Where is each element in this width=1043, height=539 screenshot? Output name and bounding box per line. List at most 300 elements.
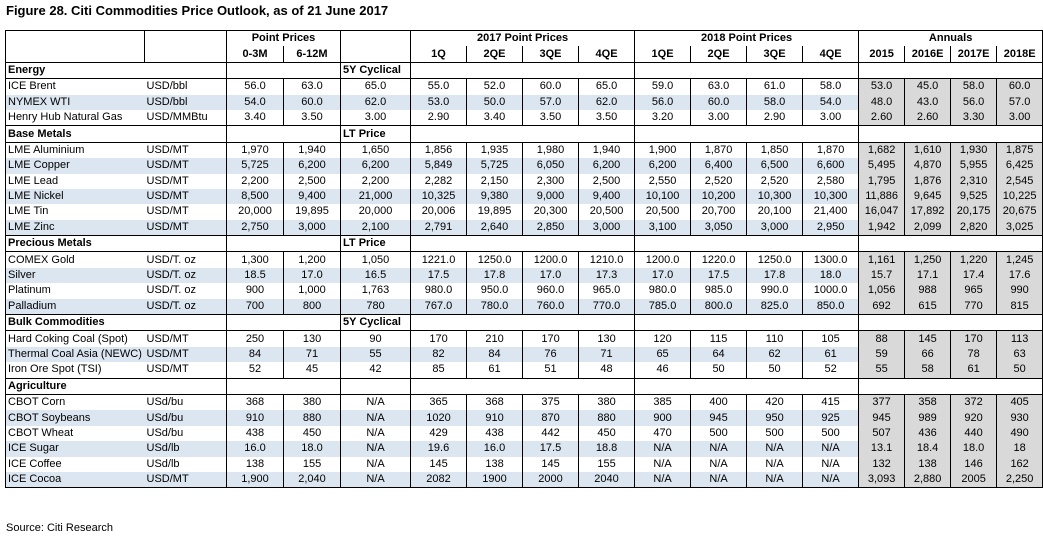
table-cell: 1250.0 (747, 252, 803, 268)
table-cell: 1250.0 (467, 252, 523, 268)
table-cell: 2,200 (227, 174, 284, 189)
commodity-name: LME Nickel (6, 189, 145, 204)
annual-cell: 18.4 (905, 441, 951, 456)
source-note: Source: Citi Research (6, 522, 113, 534)
header-row-columns (6, 46, 1043, 62)
unit-cell: USD/bbl (145, 95, 227, 110)
annual-cell: 1,245 (997, 252, 1043, 268)
table-cell: 2,580 (803, 174, 859, 189)
table-cell: 18.0 (284, 441, 341, 456)
table-cell: 3.00 (341, 110, 411, 126)
table-cell: 130 (579, 331, 635, 347)
table-cell: 9,400 (579, 189, 635, 204)
table-cell: 6,600 (803, 158, 859, 173)
unit-cell: USD/MT (145, 204, 227, 219)
table-cell: 62.0 (579, 95, 635, 110)
unit-cell: USD/MT (145, 158, 227, 173)
annual-cell: 1,161 (859, 252, 905, 268)
table-cell: 21,000 (341, 189, 411, 204)
annual-cell: 3,093 (859, 472, 905, 488)
table-cell: 1,970 (227, 142, 284, 158)
table-cell: 61 (803, 347, 859, 362)
col-header: 3QE (747, 46, 803, 62)
table-cell: 6,200 (579, 158, 635, 173)
section-note: LT Price (341, 126, 411, 142)
table-cell: N/A (803, 472, 859, 488)
table-row (6, 441, 1043, 456)
annual-cell: 2,250 (997, 472, 1043, 488)
table-cell: 84 (467, 347, 523, 362)
table-cell: 2,150 (467, 174, 523, 189)
figure-title: Figure 28. Citi Commodities Price Outlook, as of 21 June 2017 (6, 3, 389, 18)
table-cell: N/A (635, 457, 691, 472)
table-cell: N/A (691, 457, 747, 472)
table-cell: N/A (691, 441, 747, 456)
table-cell: 20,500 (579, 204, 635, 219)
commodity-name: Henry Hub Natural Gas (6, 110, 145, 126)
table-cell: 3,000 (284, 220, 341, 236)
table-cell: 82 (411, 347, 467, 362)
annual-cell: 88 (859, 331, 905, 347)
commodity-name: CBOT Corn (6, 394, 145, 410)
table-cell: 850.0 (803, 299, 859, 315)
table-cell: 2,950 (803, 220, 859, 236)
commodity-name: Hard Coking Coal (Spot) (6, 331, 145, 347)
table-cell: N/A (635, 472, 691, 488)
annual-cell: 66 (905, 347, 951, 362)
table-cell: 780.0 (467, 299, 523, 315)
annual-cell: 2.60 (859, 110, 905, 126)
table-cell: 1,050 (341, 252, 411, 268)
table-cell: 980.0 (411, 283, 467, 298)
unit-cell: USD/T. oz (145, 299, 227, 315)
table-cell: 985.0 (691, 283, 747, 298)
commodity-name: Silver (6, 268, 145, 283)
table-row (6, 95, 1043, 110)
annual-cell: 2,545 (997, 174, 1043, 189)
annual-cell: 945 (859, 410, 905, 425)
header-empty (6, 46, 145, 62)
table-cell: 21,400 (803, 204, 859, 219)
table-cell: 1220.0 (691, 252, 747, 268)
table-cell: 880 (579, 410, 635, 425)
table-cell: 20,500 (635, 204, 691, 219)
col-header: 2017E (951, 46, 997, 62)
unit-cell: USD/MT (145, 189, 227, 204)
table-cell: 1200.0 (635, 252, 691, 268)
table-row (6, 283, 1043, 298)
table-cell: 46 (635, 362, 691, 378)
annual-cell: 4,870 (905, 158, 951, 173)
table-cell: 8,500 (227, 189, 284, 204)
table-cell: 17.0 (523, 268, 579, 283)
commodity-name: ICE Coffee (6, 457, 145, 472)
commodity-name: LME Copper (6, 158, 145, 173)
section-spacer (859, 236, 1043, 252)
commodity-name: ICE Brent (6, 79, 145, 95)
annual-cell: 146 (951, 457, 997, 472)
table-cell: 2,200 (341, 174, 411, 189)
table-cell: 54.0 (803, 95, 859, 110)
table-cell: 945 (691, 410, 747, 425)
table-cell: 2,550 (635, 174, 691, 189)
annual-cell: 1,875 (997, 142, 1043, 158)
commodity-name: Thermal Coal Asia (NEWC) (6, 347, 145, 362)
annual-cell: 43.0 (905, 95, 951, 110)
table-cell: N/A (341, 394, 411, 410)
table-cell: 450 (284, 426, 341, 441)
table-cell: 17.0 (284, 268, 341, 283)
annual-cell: 9,645 (905, 189, 951, 204)
section-label: Energy (6, 62, 227, 78)
annual-cell: 45.0 (905, 79, 951, 95)
table-cell: 56.0 (635, 95, 691, 110)
annual-cell: 1,930 (951, 142, 997, 158)
table-cell: 130 (284, 331, 341, 347)
table-cell: 385 (635, 394, 691, 410)
section-row (6, 315, 1043, 331)
table-cell: 780 (341, 299, 411, 315)
table-cell: 2,791 (411, 220, 467, 236)
table-cell: N/A (803, 457, 859, 472)
table-cell: 71 (284, 347, 341, 362)
col-header: 4QE (579, 46, 635, 62)
table-cell: 400 (691, 394, 747, 410)
table-cell: 2.90 (411, 110, 467, 126)
section-spacer (859, 62, 1043, 78)
unit-cell: USD/MT (145, 174, 227, 189)
annual-cell: 3.00 (997, 110, 1043, 126)
table-cell: 250 (227, 331, 284, 347)
unit-cell: USd/bu (145, 426, 227, 441)
table-row (6, 174, 1043, 189)
table-cell: 56.0 (227, 79, 284, 95)
table-row (6, 299, 1043, 315)
section-spacer (411, 126, 635, 142)
annual-cell: 1,682 (859, 142, 905, 158)
table-cell: 145 (523, 457, 579, 472)
unit-cell: USD/T. oz (145, 283, 227, 298)
table-cell: 6,200 (635, 158, 691, 173)
commodity-name: CBOT Soybeans (6, 410, 145, 425)
section-spacer (411, 62, 635, 78)
header-empty (145, 31, 227, 47)
table-cell: 59.0 (635, 79, 691, 95)
col-header: 2016E (905, 46, 951, 62)
annual-cell: 405 (997, 394, 1043, 410)
table-cell: 1900 (467, 472, 523, 488)
annual-cell: 5,955 (951, 158, 997, 173)
annual-cell: 615 (905, 299, 951, 315)
table-cell: 138 (467, 457, 523, 472)
annual-cell: 145 (905, 331, 951, 347)
header-empty (145, 46, 227, 62)
table-cell: 6,050 (523, 158, 579, 173)
section-spacer (635, 126, 859, 142)
annual-cell: 6,425 (997, 158, 1043, 173)
section-note: 5Y Cyclical (341, 315, 411, 331)
annual-cell: 490 (997, 426, 1043, 441)
table-row (6, 204, 1043, 219)
table-cell: 52 (803, 362, 859, 378)
header-2017-point-prices: 2017 Point Prices (411, 31, 635, 47)
section-spacer (859, 126, 1043, 142)
table-row (6, 457, 1043, 472)
table-cell: 2,750 (227, 220, 284, 236)
table-cell: 1210.0 (579, 252, 635, 268)
table-cell: 45 (284, 362, 341, 378)
header-empty (6, 31, 145, 47)
table-cell: 910 (227, 410, 284, 425)
commodity-name: LME Zinc (6, 220, 145, 236)
table-cell: 19.6 (411, 441, 467, 456)
unit-cell: USD/MMBtu (145, 110, 227, 126)
table-cell: 880 (284, 410, 341, 425)
table-cell: 1000.0 (803, 283, 859, 298)
table-cell: 17.8 (747, 268, 803, 283)
section-label: Bulk Commodities (6, 315, 227, 331)
annual-cell: 2,880 (905, 472, 951, 488)
table-cell: 438 (227, 426, 284, 441)
section-row (6, 378, 1043, 394)
table-cell: 19,895 (284, 204, 341, 219)
table-cell: N/A (747, 472, 803, 488)
annual-cell: 965 (951, 283, 997, 298)
table-row (6, 220, 1043, 236)
table-cell: 1,000 (284, 283, 341, 298)
table-cell: 500 (691, 426, 747, 441)
table-cell: 375 (523, 394, 579, 410)
section-spacer (411, 236, 635, 252)
annual-cell: 50 (997, 362, 1043, 378)
annual-cell: 1,250 (905, 252, 951, 268)
unit-cell: USD/MT (145, 220, 227, 236)
annual-cell: 372 (951, 394, 997, 410)
table-row (6, 331, 1043, 347)
table-cell: 60.0 (284, 95, 341, 110)
table-cell: 2,850 (523, 220, 579, 236)
table-cell: 767.0 (411, 299, 467, 315)
section-spacer (227, 315, 341, 331)
annual-cell: 1,876 (905, 174, 951, 189)
table-cell: 110 (747, 331, 803, 347)
annual-cell: 55 (859, 362, 905, 378)
table-cell: 3.00 (691, 110, 747, 126)
annual-cell: 1,795 (859, 174, 905, 189)
section-spacer (227, 62, 341, 78)
table-cell: 58.0 (803, 79, 859, 95)
commodity-name: Palladium (6, 299, 145, 315)
table-cell: 2,520 (691, 174, 747, 189)
annual-cell: 930 (997, 410, 1043, 425)
table-cell: 20,000 (227, 204, 284, 219)
table-cell: 500 (747, 426, 803, 441)
section-spacer (227, 378, 341, 394)
commodity-name: LME Aluminium (6, 142, 145, 158)
annual-cell: 9,525 (951, 189, 997, 204)
unit-cell: USd/lb (145, 457, 227, 472)
table-cell: 42 (341, 362, 411, 378)
annual-cell: 770 (951, 299, 997, 315)
annual-cell: 10,225 (997, 189, 1043, 204)
table-cell: 17.5 (411, 268, 467, 283)
table-cell: 9,380 (467, 189, 523, 204)
table-cell: 950.0 (467, 283, 523, 298)
section-note: LT Price (341, 236, 411, 252)
table-cell: 50 (747, 362, 803, 378)
table-cell: 52.0 (467, 79, 523, 95)
unit-cell: USD/bbl (145, 79, 227, 95)
table-cell: 380 (579, 394, 635, 410)
table-cell: 910 (467, 410, 523, 425)
unit-cell: USD/MT (145, 142, 227, 158)
table-cell: 58.0 (747, 95, 803, 110)
unit-cell: USd/bu (145, 394, 227, 410)
table-cell: 1,870 (691, 142, 747, 158)
commodity-name: Platinum (6, 283, 145, 298)
annual-cell: 11,886 (859, 189, 905, 204)
annual-cell: 16,047 (859, 204, 905, 219)
table-cell: 960.0 (523, 283, 579, 298)
annual-cell: 58.0 (951, 79, 997, 95)
annual-cell: 53.0 (859, 79, 905, 95)
unit-cell: USd/lb (145, 441, 227, 456)
table-cell: 420 (747, 394, 803, 410)
table-row (6, 110, 1043, 126)
annual-cell: 162 (997, 457, 1043, 472)
section-spacer (227, 236, 341, 252)
table-cell: 1,300 (227, 252, 284, 268)
table-cell: 145 (411, 457, 467, 472)
section-spacer (859, 315, 1043, 331)
table-cell: 52 (227, 362, 284, 378)
header-annuals: Annuals (859, 31, 1043, 47)
table-cell: 19,895 (467, 204, 523, 219)
table-cell: 63.0 (691, 79, 747, 95)
table-cell: 990.0 (747, 283, 803, 298)
table-cell: 1020 (411, 410, 467, 425)
table-cell: 1,200 (284, 252, 341, 268)
table-cell: 57.0 (523, 95, 579, 110)
table-cell: 2,040 (284, 472, 341, 488)
annual-cell: 440 (951, 426, 997, 441)
table-cell: 760.0 (523, 299, 579, 315)
annual-cell: 1,610 (905, 142, 951, 158)
table-cell: 368 (227, 394, 284, 410)
annual-cell: 507 (859, 426, 905, 441)
table-cell: 10,300 (747, 189, 803, 204)
header-point-prices: Point Prices (227, 31, 341, 47)
table-cell: 470 (635, 426, 691, 441)
commodity-name: ICE Sugar (6, 441, 145, 456)
table-cell: 6,400 (691, 158, 747, 173)
header-empty (341, 46, 411, 62)
table-row (6, 362, 1043, 378)
header-row-groups (6, 31, 1043, 47)
annual-cell: 1,220 (951, 252, 997, 268)
annual-cell: 17.6 (997, 268, 1043, 283)
table-cell: 2082 (411, 472, 467, 488)
table-cell: 20,700 (691, 204, 747, 219)
table-cell: 18.8 (579, 441, 635, 456)
annual-cell: 2,099 (905, 220, 951, 236)
table-cell: 115 (691, 331, 747, 347)
table-cell: 1,940 (284, 142, 341, 158)
table-cell: N/A (341, 472, 411, 488)
table-cell: 2,100 (341, 220, 411, 236)
table-cell: 6,200 (284, 158, 341, 173)
annual-cell: 59 (859, 347, 905, 362)
annual-cell: 20,675 (997, 204, 1043, 219)
section-row (6, 126, 1043, 142)
table-cell: 1,935 (467, 142, 523, 158)
section-spacer (635, 378, 859, 394)
table-cell: 6,200 (341, 158, 411, 173)
annual-cell: 138 (905, 457, 951, 472)
table-row (6, 158, 1043, 173)
table-cell: 65.0 (341, 79, 411, 95)
table-cell: N/A (691, 472, 747, 488)
annual-cell: 2005 (951, 472, 997, 488)
table-cell: 18.0 (803, 268, 859, 283)
annual-cell: 63 (997, 347, 1043, 362)
annual-cell: 920 (951, 410, 997, 425)
annual-cell: 113 (997, 331, 1043, 347)
table-cell: 63.0 (284, 79, 341, 95)
table-cell: 65 (635, 347, 691, 362)
section-label: Precious Metals (6, 236, 227, 252)
col-header: 2QE (467, 46, 523, 62)
annual-cell: 17.4 (951, 268, 997, 283)
table-cell: 210 (467, 331, 523, 347)
section-row (6, 236, 1043, 252)
annual-cell: 57.0 (997, 95, 1043, 110)
section-label: Agriculture (6, 378, 227, 394)
table-row (6, 142, 1043, 158)
annual-cell: 58 (905, 362, 951, 378)
table-row (6, 79, 1043, 95)
annual-cell: 60.0 (997, 79, 1043, 95)
unit-cell: USD/MT (145, 347, 227, 362)
table-cell: 800.0 (691, 299, 747, 315)
annual-cell: 20,175 (951, 204, 997, 219)
table-cell: 71 (579, 347, 635, 362)
table-cell: 48 (579, 362, 635, 378)
table-cell: 61 (467, 362, 523, 378)
table-cell: 51 (523, 362, 579, 378)
commodity-name: ICE Cocoa (6, 472, 145, 488)
annual-cell: 1,056 (859, 283, 905, 298)
annual-cell: 48.0 (859, 95, 905, 110)
table-cell: 925 (803, 410, 859, 425)
table-cell: 17.5 (691, 268, 747, 283)
table-cell: 1221.0 (411, 252, 467, 268)
section-spacer (411, 315, 635, 331)
commodity-name: CBOT Wheat (6, 426, 145, 441)
table-cell: 1,900 (635, 142, 691, 158)
annual-cell: 13.1 (859, 441, 905, 456)
annual-cell: 3,025 (997, 220, 1043, 236)
table-cell: 770.0 (579, 299, 635, 315)
table-cell: 20,100 (747, 204, 803, 219)
table-cell: 500 (803, 426, 859, 441)
table-cell: 6,500 (747, 158, 803, 173)
table-cell: 1,870 (803, 142, 859, 158)
table-cell: 62 (747, 347, 803, 362)
table-cell: 3.50 (284, 110, 341, 126)
table-row (6, 347, 1043, 362)
table-cell: 84 (227, 347, 284, 362)
